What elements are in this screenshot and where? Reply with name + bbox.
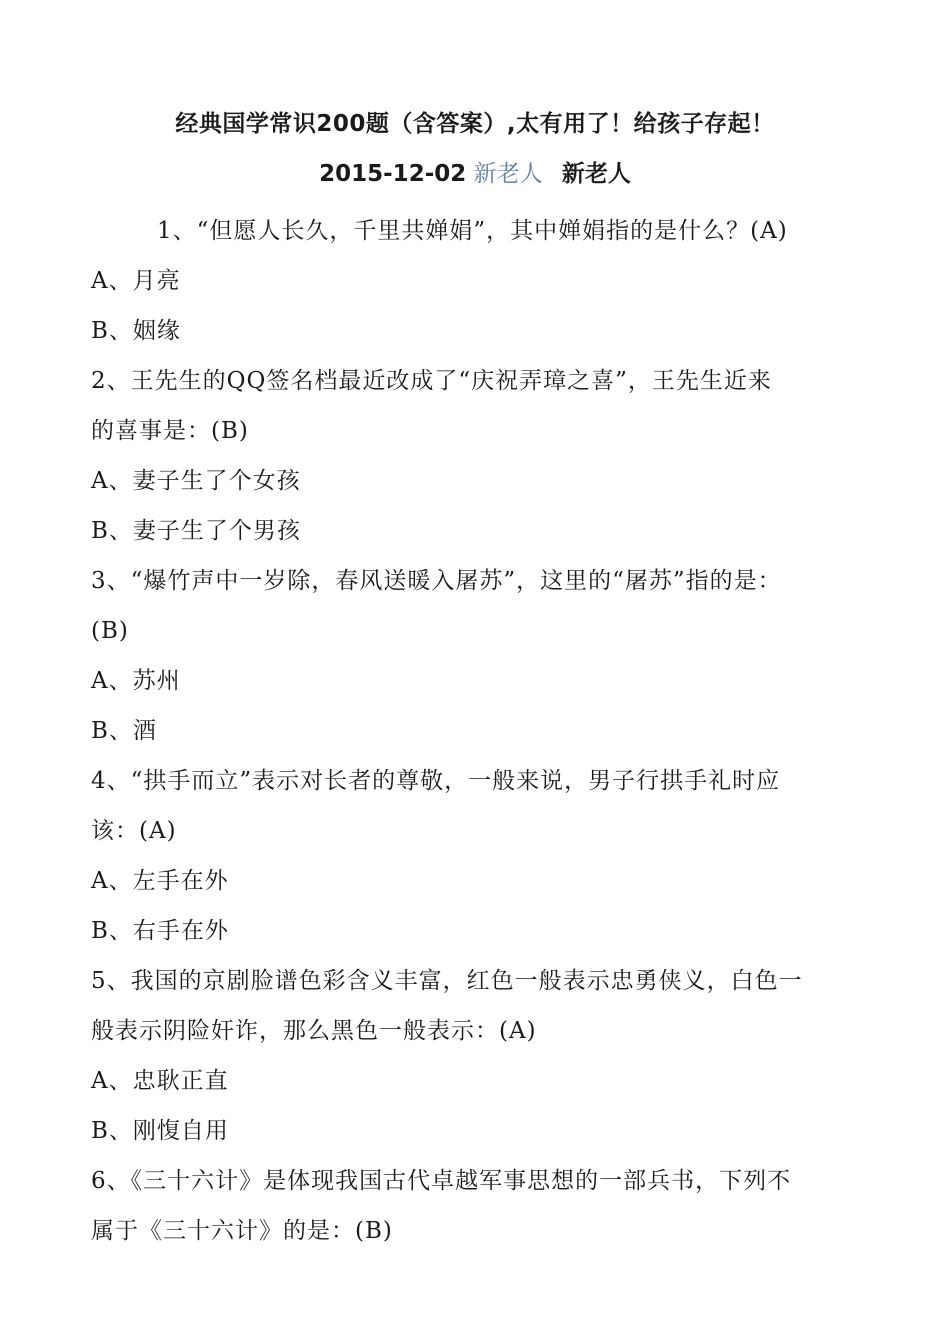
article-meta bbox=[0, 157, 950, 191]
question-5-line-2: 般表示阴险奸诈，那么黑色一般表示：(A) bbox=[91, 1018, 537, 1044]
question-3-line-1: 3、“爆竹声中一岁除，春风送暖入屠苏”，这里的“屠苏”指的是： bbox=[91, 568, 782, 594]
question-3-option-b: B、酒 bbox=[91, 718, 157, 744]
author-name: 新老人 bbox=[561, 161, 631, 187]
question-4-option-b: B、右手在外 bbox=[91, 918, 229, 944]
question-6-line-2: 属于《三十六计》的是：(B) bbox=[91, 1218, 393, 1244]
author-link[interactable]: 新老人 bbox=[473, 161, 543, 187]
question-4-line-2: 该：(A) bbox=[91, 818, 177, 844]
publish-date: 2015-12-02 bbox=[319, 161, 467, 187]
question-2-line-2: 的喜事是：(B) bbox=[91, 418, 249, 444]
question-3-line-2: (B) bbox=[91, 618, 129, 644]
article-title: 经典国学常识200题（含答案）,太有用了！给孩子存起！ bbox=[175, 111, 775, 137]
question-2-line-1: 2、王先生的QQ签名档最近改成了“庆祝弄璋之喜”，王先生近来 bbox=[91, 368, 772, 394]
question-5-option-a: A、忠耿正直 bbox=[91, 1068, 229, 1094]
question-4-option-a: A、左手在外 bbox=[91, 868, 229, 894]
question-5-option-b: B、刚愎自用 bbox=[91, 1118, 229, 1144]
question-2-option-a: A、妻子生了个女孩 bbox=[91, 468, 301, 494]
question-4-line-1: 4、“拱手而立”表示对长者的尊敬，一般来说，男子行拱手礼时应 bbox=[91, 768, 781, 794]
question-2-option-b: B、妻子生了个男孩 bbox=[91, 518, 301, 544]
question-1-option-a: A、月亮 bbox=[91, 268, 181, 294]
question-5-line-1: 5、我国的京剧脸谱色彩含义丰富，红色一般表示忠勇侠义，白色一 bbox=[91, 968, 803, 994]
question-6-line-1: 6、《三十六计》是体现我国古代卓越军事思想的一部兵书，下列不 bbox=[91, 1168, 792, 1194]
question-1-line: 1、“但愿人长久，千里共婵娟”，其中婵娟指的是什么？(A) bbox=[157, 218, 788, 244]
question-3-option-a: A、苏州 bbox=[91, 668, 181, 694]
question-1-option-b: B、姻缘 bbox=[91, 318, 181, 344]
article-body bbox=[91, 206, 871, 1256]
